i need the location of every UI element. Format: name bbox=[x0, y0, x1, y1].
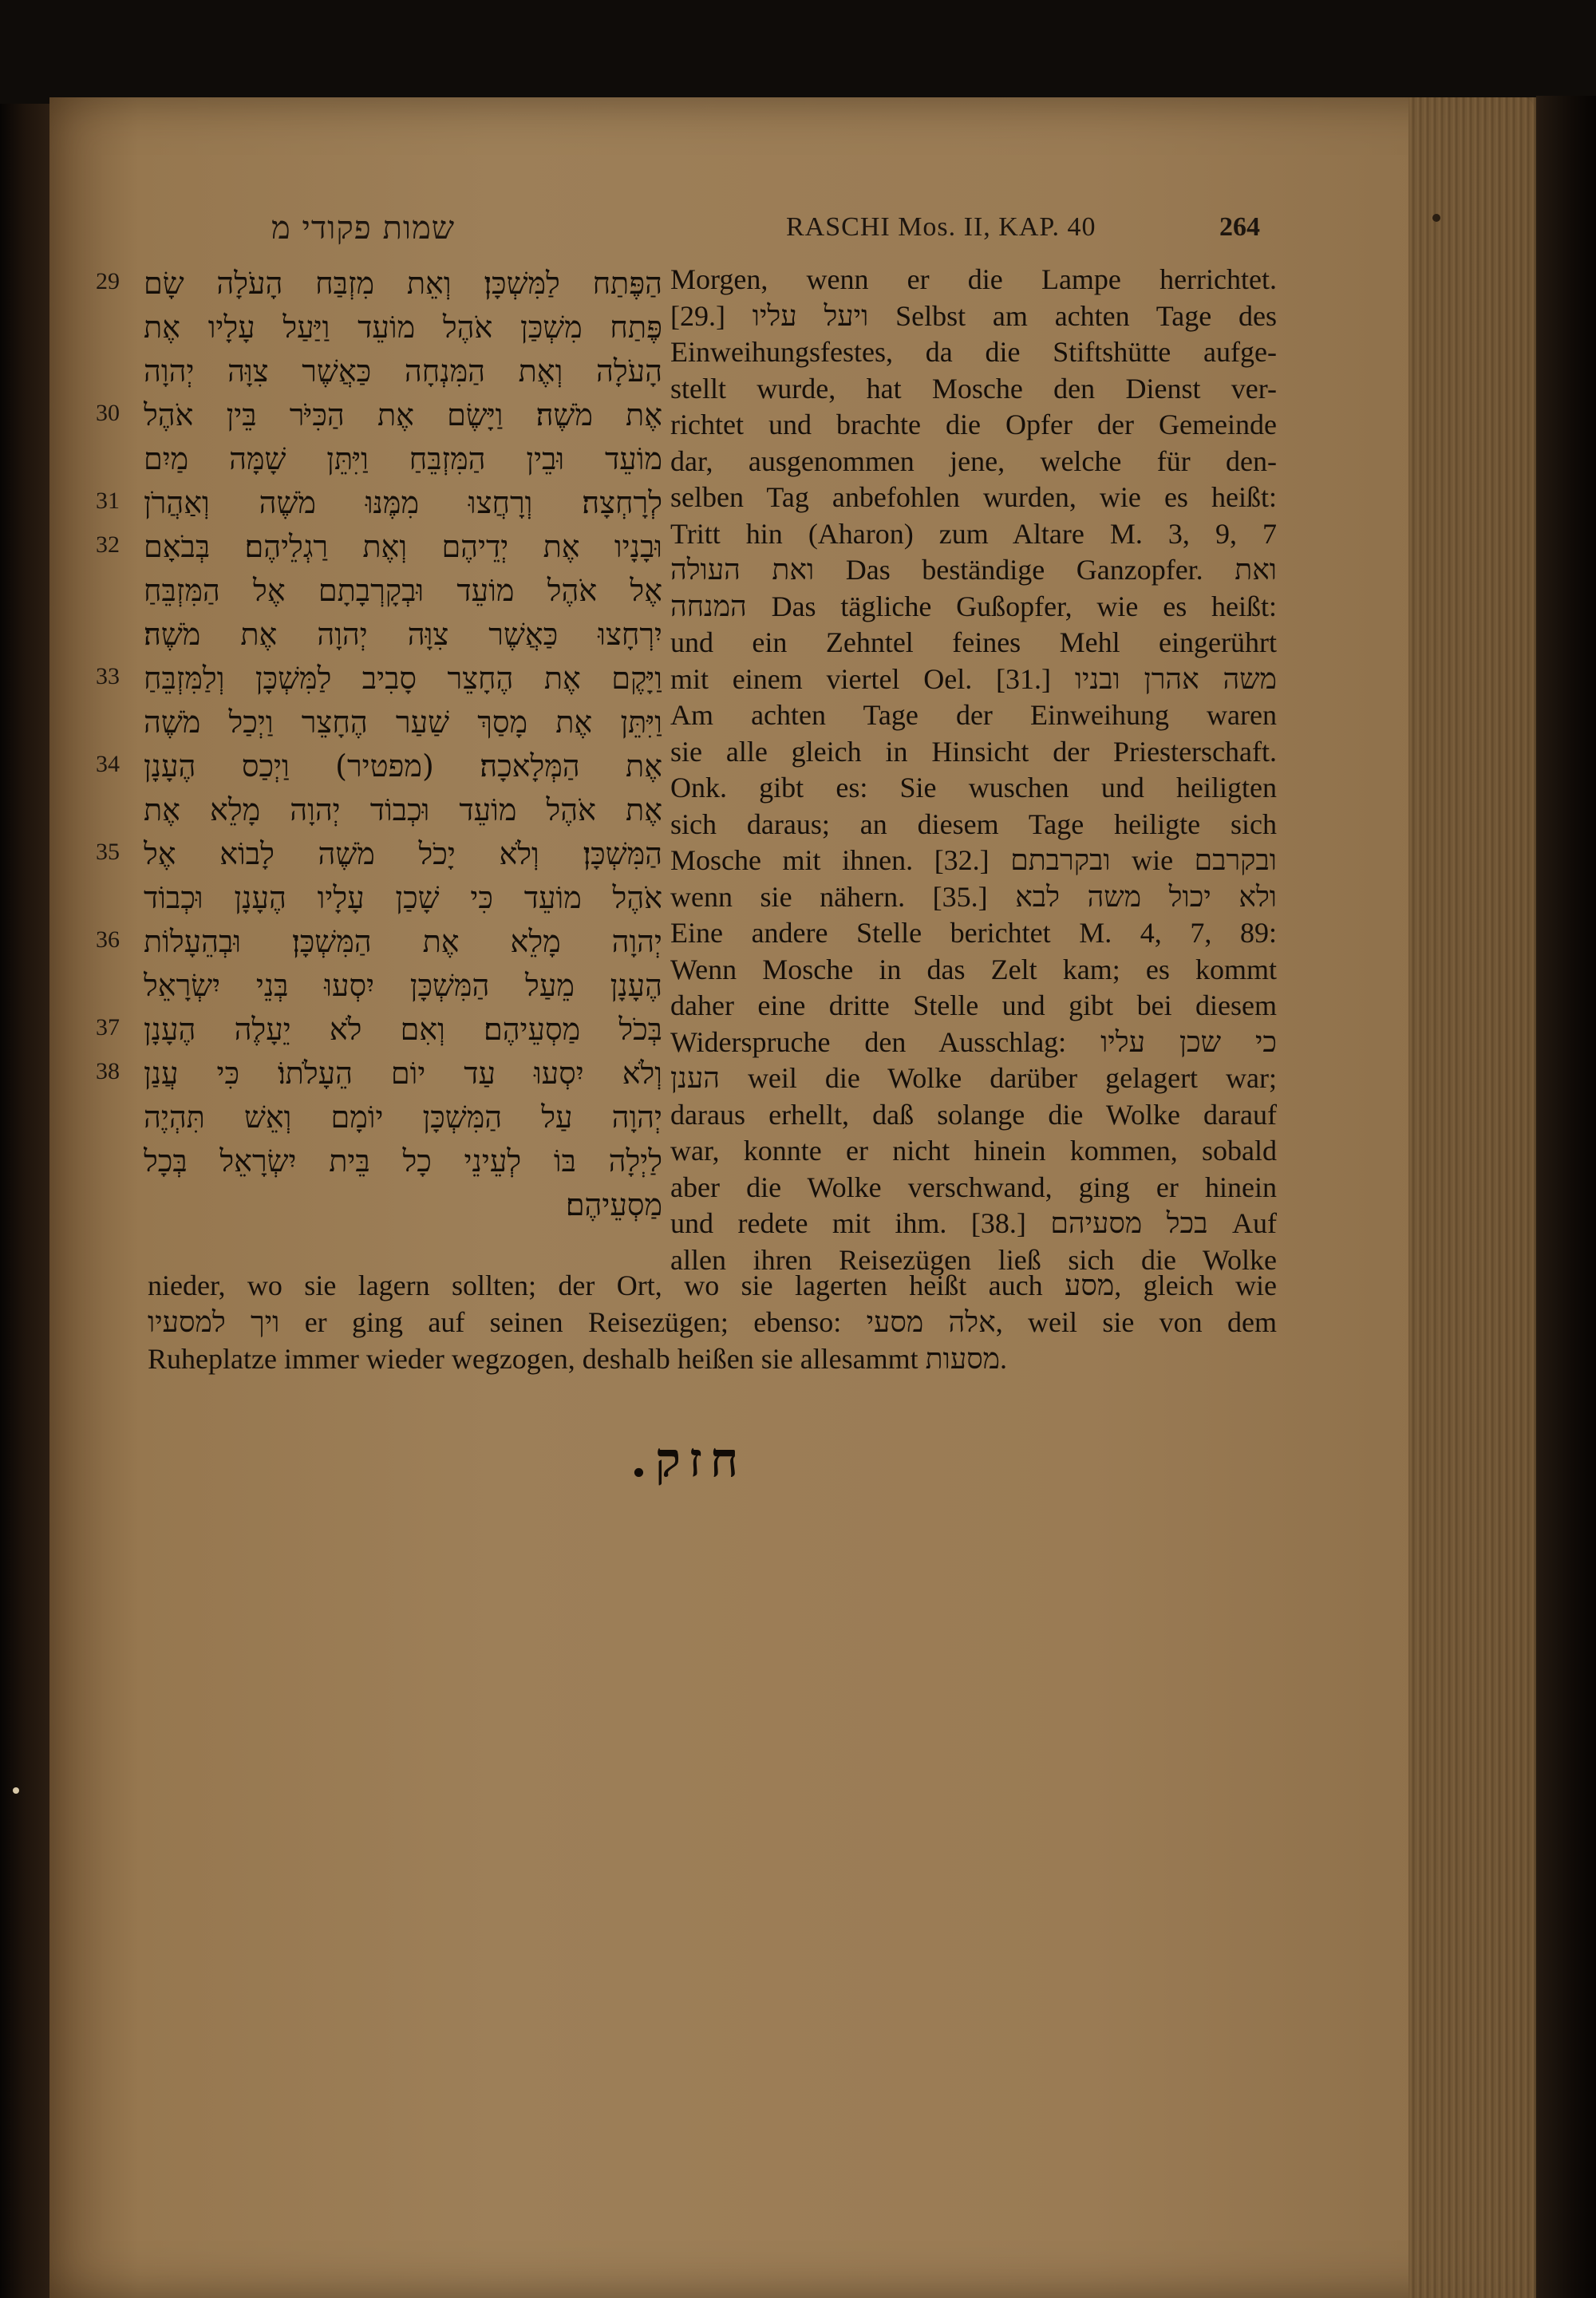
hebrew-verse-text: לַיְלָה בּוֹ לְעֵינֵי כָל בֵּית יִשְׂרָאֵל בְּכָל bbox=[144, 1143, 662, 1179]
commentary-line: ואת העולה Das beständige Ganzopfer. ואת bbox=[670, 554, 1277, 586]
commentary-column bbox=[670, 262, 1277, 1278]
verse-number: 36 bbox=[96, 926, 120, 953]
hebrew-verse-text: פֶּתַח מִשְׁכַּן אֹהֶל מוֹעֵד וַיַּעַל עָלָיו אֶת bbox=[144, 310, 662, 345]
hebrew-verse-text: וַיִּתֵּן אֶת מָסַךְ שַׁעַר הֶחָצֵר וַיְכַל מֹשֶׁה bbox=[144, 705, 662, 740]
hebrew-verse-line bbox=[96, 964, 662, 1008]
verse-number: 35 bbox=[96, 839, 120, 865]
commentary-continuation bbox=[148, 1267, 1277, 1377]
hebrew-verse-line bbox=[96, 306, 662, 349]
commentary-line: aber die Wolke verschwand, ging er hinein bbox=[670, 1171, 1277, 1203]
hebrew-verse-line bbox=[96, 832, 662, 876]
verse-number: 34 bbox=[96, 751, 120, 777]
commentary-line: Am achten Tage der Einweihung waren bbox=[670, 699, 1277, 731]
commentary-line: mit einem viertel Oel. [31.] משה אהרן ובניו bbox=[670, 662, 1277, 695]
commentary-line: richtet und brachte die Opfer der Gemeinde bbox=[670, 409, 1277, 440]
commentary-line: Wenn Mosche in das Zelt kam; es kommt bbox=[670, 953, 1277, 985]
running-title: RASCHI Mos. II, KAP. 40 bbox=[786, 212, 1096, 242]
verse-number: 32 bbox=[96, 531, 120, 558]
page-header bbox=[0, 206, 1357, 246]
commentary-line: wenn sie nähern. [35.] ולא יכול משה לבא bbox=[670, 880, 1277, 913]
hebrew-running-title: שמות פקודי מ bbox=[271, 210, 456, 247]
hebrew-verse-text: אֶל אֹהֶל מוֹעֵד וּבְקָרְבָתָם אֶל הַמִּזְבֵּחַ bbox=[144, 573, 662, 608]
hebrew-verse-line bbox=[96, 1008, 662, 1052]
commentary-line: Eine andere Stelle berichtet M. 4, 7, 89: bbox=[670, 917, 1277, 949]
verse-number: 30 bbox=[96, 400, 120, 426]
commentary-line: daraus erhellt, daß solange die Wolke darauf bbox=[670, 1098, 1277, 1131]
hebrew-verse-text: וַיָּקֶם אֶת הֶחָצֵר סָבִיב לַמִּשְׁכָּן וְלַמִּזְבֵּחַ bbox=[144, 661, 662, 696]
hebrew-verse-text: מַסְעֵיהֶם׃ bbox=[565, 1187, 662, 1222]
hebrew-verse-text: מוֹעֵד וּבֵין הַמִּזְבֵּחַ וַיִּתֵּן שָׁמָּה מַיִם bbox=[144, 441, 662, 476]
commentary-line: Tritt hin (Aharon) zum Altare M. 3, 9, 7 bbox=[670, 517, 1277, 550]
commentary-line: war, konnte er nicht hinein kommen, sobald bbox=[670, 1135, 1277, 1167]
closing-word: חזק. bbox=[630, 1432, 747, 1488]
commentary-line: daher eine dritte Stelle und gibt bei diesem bbox=[670, 989, 1277, 1021]
commentary-line: Widerspruche den Ausschlag: כי שכן עליו bbox=[670, 1025, 1277, 1058]
hebrew-verse-line bbox=[96, 262, 662, 306]
verse-number: 33 bbox=[96, 663, 120, 689]
hebrew-verse-text: הַפֶּתַח לַמִּשְׁכָּן׃ וְאֵת מִזְבַּח הָעֹלָה שָׂם bbox=[144, 266, 662, 301]
hebrew-verse-text: וְלֹא יִסְעוּ עַד יוֹם הֵעָלֹתוֹ׃ כִּי עֲנַן bbox=[144, 1056, 662, 1091]
commentary-line: und ein Zehntel feines Mehl eingerührt bbox=[670, 626, 1277, 658]
commentary-line: ויך למסעיו er ging auf seinen Reisezügen; ebenso: אלה מסעי, weil sie von dem bbox=[148, 1306, 1277, 1338]
hebrew-verse-line bbox=[96, 788, 662, 832]
hebrew-verse-line bbox=[96, 1052, 662, 1096]
verse-number: 37 bbox=[96, 1014, 120, 1040]
hebrew-verse-line bbox=[96, 393, 662, 437]
hebrew-verse-line bbox=[96, 1183, 662, 1227]
hebrew-verse-line bbox=[96, 349, 662, 393]
verse-number: 29 bbox=[96, 268, 120, 294]
hebrew-verse-line bbox=[96, 437, 662, 481]
hebrew-scripture-column bbox=[96, 262, 662, 1227]
hebrew-verse-line bbox=[96, 701, 662, 744]
hebrew-verse-line bbox=[96, 1096, 662, 1139]
commentary-line: allen ihren Reisezügen ließ sich die Wolke bbox=[670, 1243, 1277, 1276]
hebrew-verse-text: וּבָנָיו אֶת יְדֵיהֶם וְאֶת רַגְלֵיהֶם׃ בְּבֹאָם bbox=[144, 529, 662, 564]
page-blemish bbox=[1432, 214, 1440, 222]
hebrew-verse-text: הַמִּשְׁכָּן׃ וְלֹא יָכֹל מֹשֶׁה לָבוֹא אֶל bbox=[144, 836, 662, 871]
commentary-line: Ruheplatze immer wieder wegzogen, deshalb heißen sie allesammt מסעות. bbox=[148, 1343, 1008, 1375]
hebrew-verse-text: יְהוָה עַל הַמִּשְׁכָּן יוֹמָם וְאֵשׁ תִּהְיֶה bbox=[144, 1100, 662, 1135]
page-blemish bbox=[13, 1787, 19, 1794]
commentary-line: Mosche mit ihnen. [32.] ובקרבתם wie ובקרבם bbox=[670, 844, 1277, 876]
commentary-line: Onk. gibt es: Sie wuschen und heiligten bbox=[670, 772, 1277, 804]
verse-number: 31 bbox=[96, 488, 120, 514]
commentary-line: und redete mit ihm. [38.] בכל מסעיהם Auf bbox=[670, 1207, 1277, 1239]
commentary-line: Morgen, wenn er die Lampe herrichtet. bbox=[670, 263, 1277, 295]
commentary-line: [29.] ויעל עליו Selbst am achten Tage des bbox=[670, 299, 1277, 332]
hebrew-verse-text: יְהוָה מָלֵא אֶת הַמִּשְׁכָּן׃ וּבְהֵעָלוֹת bbox=[144, 924, 662, 959]
commentary-line: dar, ausgenommen jene, welche für den- bbox=[670, 444, 1277, 477]
commentary-line: nieder, wo sie lagern sollten; der Ort, wo sie lagerten heißt auch מסע, gleich wie bbox=[148, 1269, 1277, 1301]
commentary-line: sich daraus; an diesem Tage heiligte sich bbox=[670, 807, 1277, 840]
hebrew-verse-text: יִרְחָצוּ כַּאֲשֶׁר צִוָּה יְהוָה אֶת מֹשֶׁה׃ bbox=[144, 617, 662, 652]
book-binding-left bbox=[0, 104, 56, 2298]
hebrew-verse-text: בְּכֹל מַסְעֵיהֶם׃ וְאִם לֹא יֵעָלֶה הֶעָנָן bbox=[144, 1012, 662, 1047]
hebrew-verse-line bbox=[96, 876, 662, 920]
hebrew-verse-line bbox=[96, 657, 662, 701]
commentary-line: Einweihungsfestes, da die Stiftshütte aufge- bbox=[670, 336, 1277, 368]
commentary-line: הענן weil die Wolke darüber gelagert war; bbox=[670, 1062, 1277, 1094]
hebrew-verse-text: הֶעָנָן מֵעַל הַמִּשְׁכָּן יִסְעוּ בְּנֵי יִשְׂרָאֵל bbox=[144, 968, 662, 1003]
hebrew-verse-text: אֶת הַמְּלָאכָה׃ (מפטיר) וַיְכַס הֶעָנָן bbox=[144, 748, 662, 784]
commentary-line: המנחה Das tägliche Gußopfer, wie es heißt: bbox=[670, 590, 1277, 622]
commentary-line: selben Tag anbefohlen wurden, wie es heißt: bbox=[670, 481, 1277, 513]
commentary-line: stellt wurde, hat Mosche den Dienst ver- bbox=[670, 372, 1277, 405]
hebrew-verse-text: אֹהֶל מוֹעֵד כִּי שָׁכַן עָלָיו הֶעָנָן וּכְבוֹד bbox=[144, 880, 662, 915]
commentary-line: sie alle gleich in Hinsicht der Priesterschaft. bbox=[670, 735, 1277, 768]
hebrew-verse-line bbox=[96, 920, 662, 964]
hebrew-verse-line bbox=[96, 1139, 662, 1183]
hebrew-verse-line bbox=[96, 569, 662, 613]
verse-number: 38 bbox=[96, 1058, 120, 1084]
hebrew-verse-line bbox=[96, 481, 662, 525]
hebrew-verse-line bbox=[96, 744, 662, 788]
hebrew-verse-text: לְרָחְצָה׃ וְרָחֲצוּ מִמֶּנּוּ מֹשֶׁה וְאַהֲרֹן bbox=[144, 485, 662, 520]
page-number: 264 bbox=[1219, 212, 1260, 242]
hebrew-verse-line bbox=[96, 613, 662, 657]
hebrew-verse-text: אֶת אֹהֶל מוֹעֵד וּכְבוֹד יְהוָה מָלֵא אֶת bbox=[144, 792, 662, 827]
hebrew-verse-text: הָעֹלָה וְאֶת הַמִּנְחָה כַּאֲשֶׁר צִוָּה יְהוָה bbox=[144, 353, 662, 389]
hebrew-verse-text: אֶת מֹשֶׁה׃ וַיָּשֶׂם אֶת הַכִּיֹּר בֵּין אֹהֶל bbox=[144, 397, 662, 432]
book-cover-right bbox=[1536, 96, 1596, 2298]
hebrew-verse-line bbox=[96, 525, 662, 569]
